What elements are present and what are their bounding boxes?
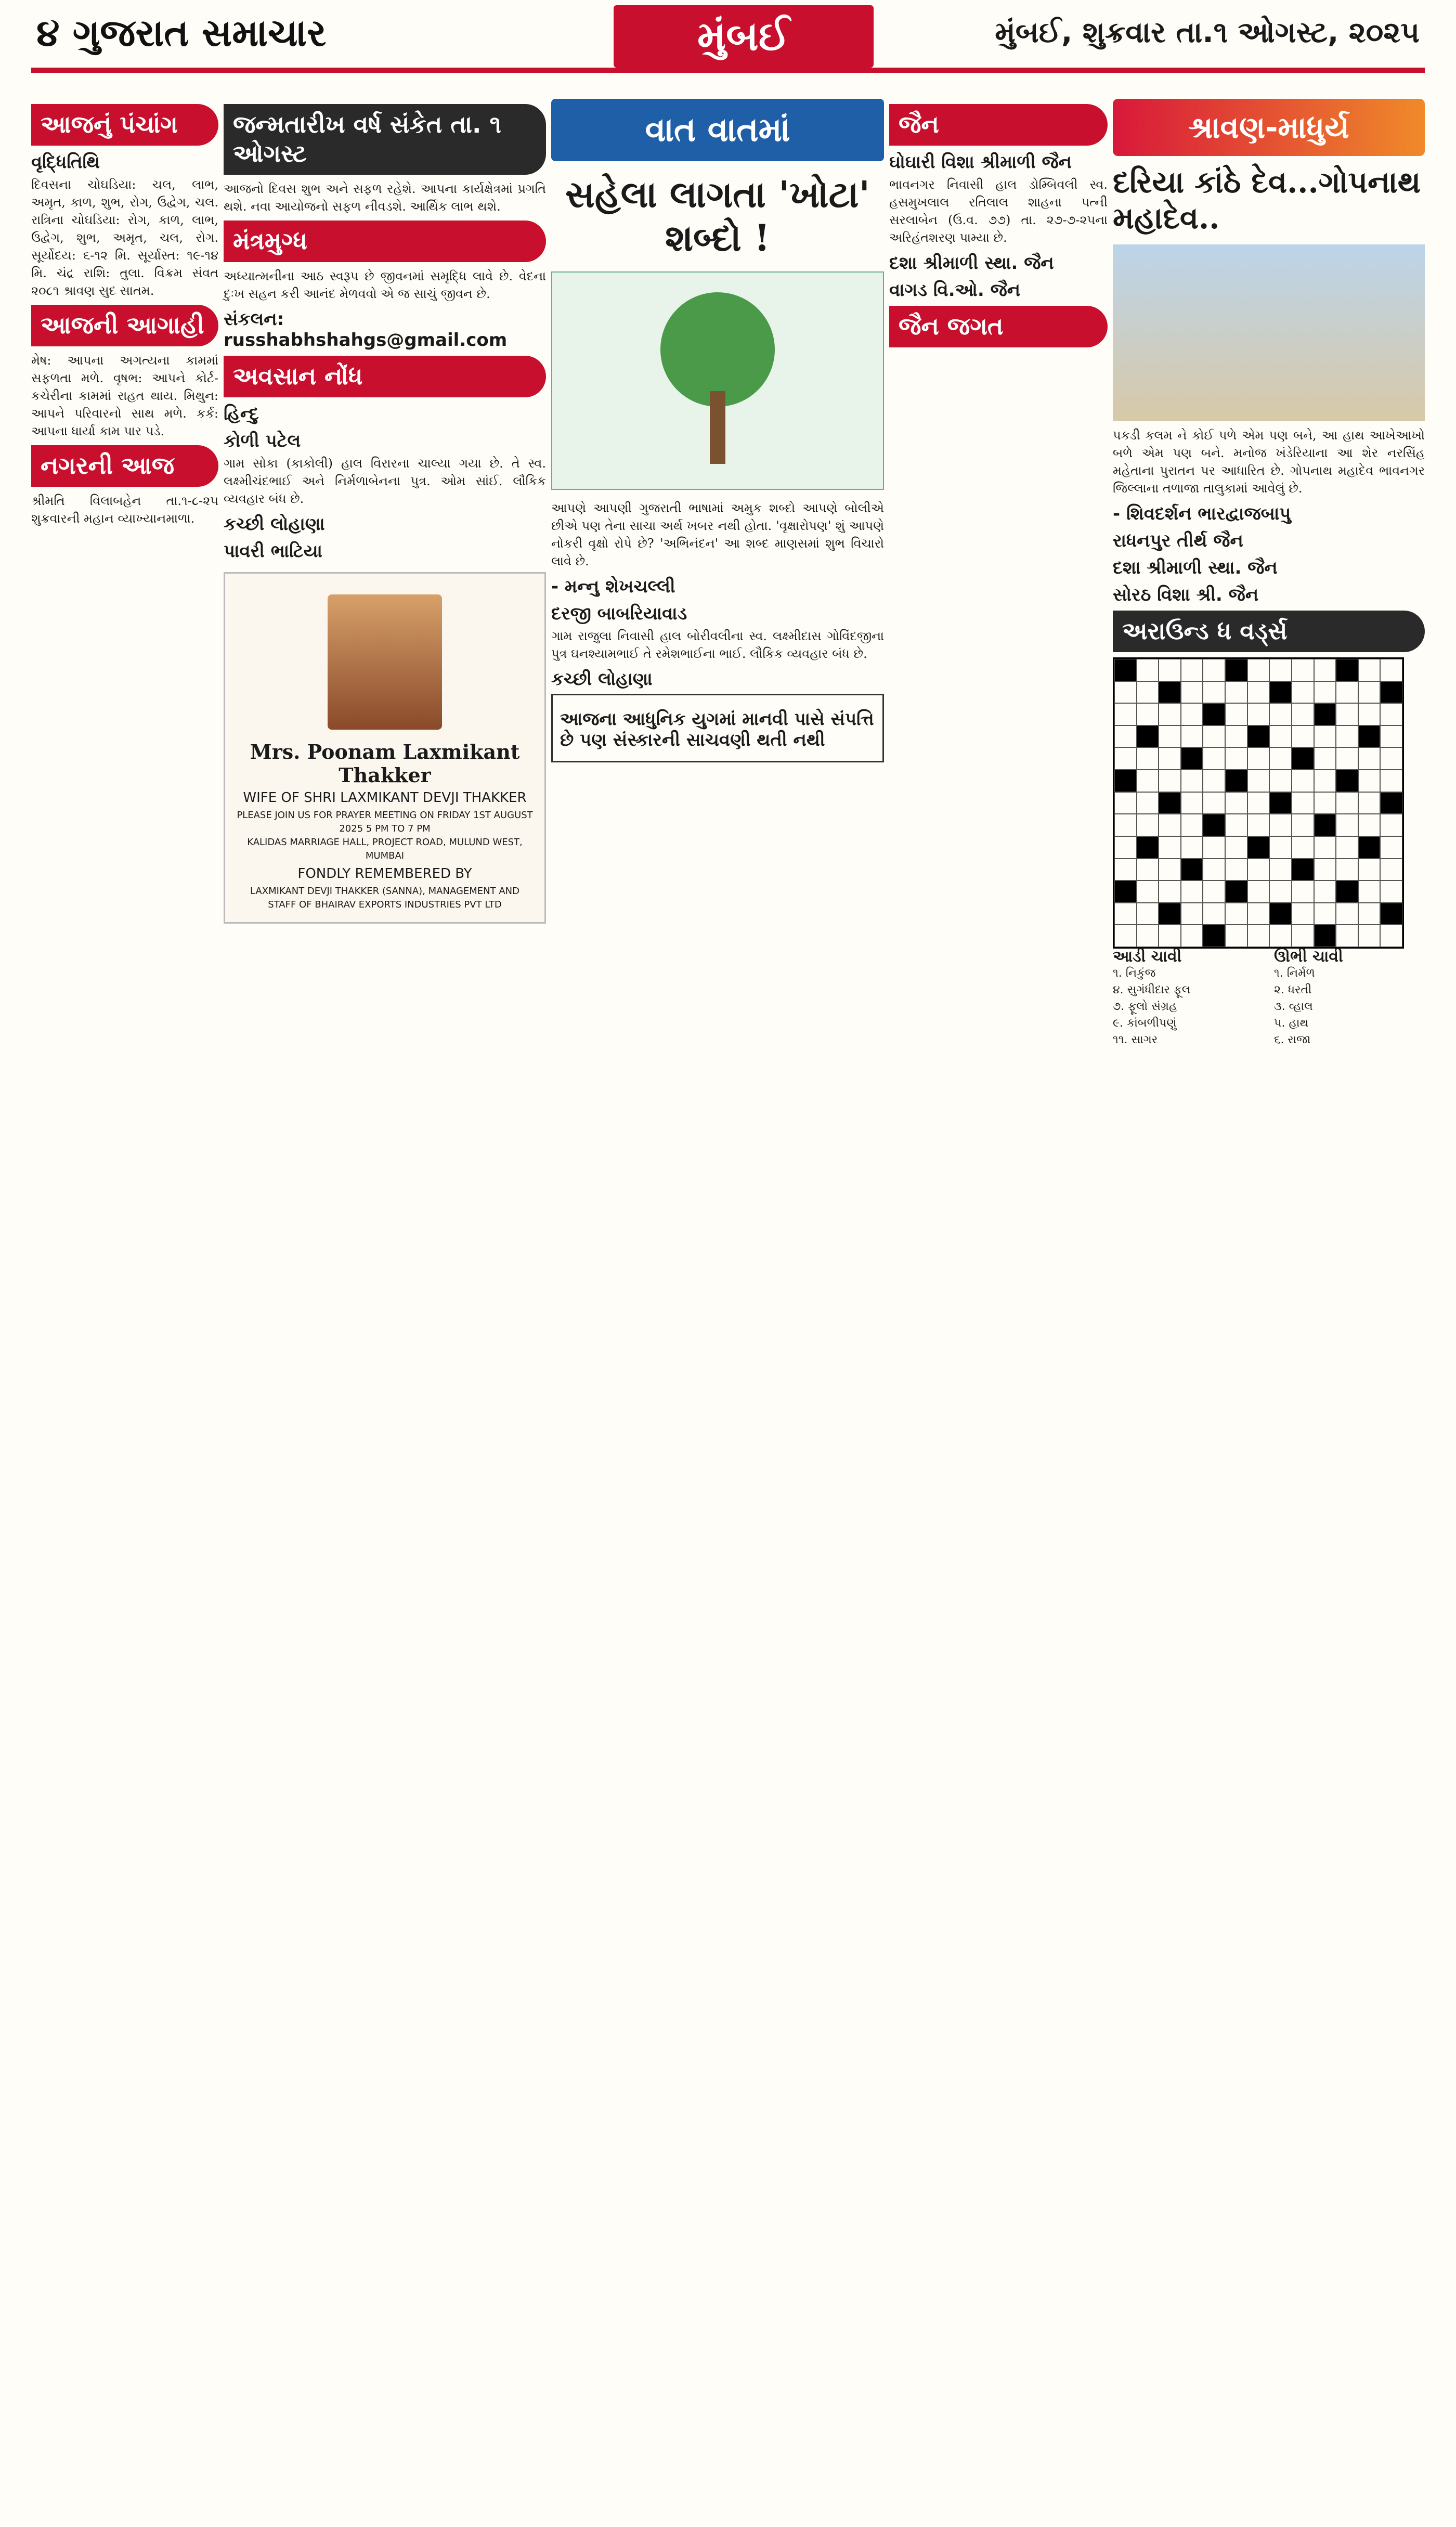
crossword-cell	[1336, 747, 1358, 770]
obituary-box	[224, 572, 546, 924]
crossword-cell	[1380, 681, 1402, 704]
crossword-heading: અરાઉન્ડ ધ વર્ડ્સ	[1113, 611, 1425, 652]
crossword-cell	[1114, 681, 1137, 704]
crossword-cell	[1269, 814, 1292, 836]
crossword-cell	[1380, 703, 1402, 725]
darbar-kutchi: કચ્છી લોહાણા	[551, 669, 653, 690]
crossword-cell	[1358, 747, 1381, 770]
crossword-cell	[1225, 659, 1247, 681]
crossword-cell	[1380, 836, 1402, 859]
shravan-story-title: દરિયા કાંઠે દેવ...ગોપનાથ મહાદેવ..	[1113, 164, 1421, 236]
crossword-cell	[1380, 925, 1402, 947]
across-clue: ૯. કાંબળીપણું	[1113, 1017, 1177, 1030]
crossword-cell	[1225, 814, 1247, 836]
crossword-cell	[1114, 925, 1137, 947]
crossword-cell	[1336, 659, 1358, 681]
crossword-cell	[1247, 792, 1270, 814]
temple-image	[1113, 244, 1425, 421]
crossword-cell	[1269, 725, 1292, 748]
crossword-cell	[1336, 725, 1358, 748]
crossword-cell	[1159, 681, 1181, 704]
crossword-cell	[1203, 859, 1225, 881]
illustration-tree	[551, 271, 884, 490]
crossword-cell	[1114, 903, 1137, 925]
crossword-cell	[1114, 814, 1137, 836]
crossword-cell	[1203, 792, 1225, 814]
crossword-cell	[1247, 814, 1270, 836]
crossword-cell	[1114, 792, 1137, 814]
crossword-cell	[1114, 836, 1137, 859]
crossword-cell	[1203, 747, 1225, 770]
crossword-cell	[1358, 792, 1381, 814]
crossword-cell	[1137, 880, 1159, 903]
across-clue: ૭. ફૂલો સંગ્રહ	[1113, 1000, 1177, 1013]
crossword-cell	[1336, 681, 1358, 704]
crossword-cell	[1380, 814, 1402, 836]
avsan-hindu: હિન્દુ	[224, 404, 259, 424]
crossword-cell	[1314, 747, 1336, 770]
crossword-cell	[1225, 747, 1247, 770]
crossword-cell	[1247, 659, 1270, 681]
crossword-cell	[1292, 770, 1314, 792]
jain-sub3: વાગડ વિ.ઓ. જૈન	[889, 280, 1021, 301]
obituary-family: LAXMIKANT DEVJI THAKKER (SANNA), MANAGEMENT AND STAFF OF BHAIRAV EXPORTS INDUSTRIES PVT LTD	[250, 886, 519, 910]
crossword-cell	[1137, 903, 1159, 925]
crossword-cell	[1358, 836, 1381, 859]
crossword-cell	[1114, 703, 1137, 725]
crossword-cell	[1247, 880, 1270, 903]
crossword-cell	[1181, 659, 1203, 681]
crossword-cell	[1159, 747, 1181, 770]
paper-name: ૪ ગુજરાત સમાચાર	[36, 10, 327, 55]
crossword-cell	[1380, 880, 1402, 903]
panchang-text: દિવસના ચોઘડિયા: ચલ, લાભ, અમૃત, કાળ, શુભ, રોગ, ઉદ્વેગ, ચલ. રાત્રિના ચોઘડિયા: રોગ, કાળ, લાભ, ઉદ્વેગ, શુભ, અમૃત, ચલ, રોગ. સૂર્યોદય: ૬-૧૨ મિ. સૂર્યાસ્ત: ૧૯-૧૪ મિ. ચંદ્ર રાશિ: તુલા. વિક્રમ સંવત ૨૦૮૧ શ્રાવણ સુદ સાતમ.	[31, 177, 218, 298]
crossword-cell	[1225, 925, 1247, 947]
radhanpur-heading-2: દશા શ્રીમાળી સ્થા. જૈન	[1113, 558, 1278, 578]
obituary-photo	[328, 594, 442, 730]
crossword-cell	[1137, 792, 1159, 814]
crossword-cell	[1159, 703, 1181, 725]
main-story-title: સહેલા લાગતા 'ખોટા' શબ્દો !	[565, 173, 870, 260]
crossword-cell	[1247, 859, 1270, 881]
crossword-cell	[1203, 681, 1225, 704]
crossword-cell	[1114, 880, 1137, 903]
crossword-cell	[1336, 703, 1358, 725]
crossword-cell	[1314, 903, 1336, 925]
main-story-text: આપણે આપણી ગુજરાતી ભાષામાં અમુક શબ્દો આપણે બોલીએ છીએ પણ તેના સાચા અર્થ ખબર નથી હોતા. 'વૃક્ષારોપણ' શું આપણે નોકરી વૃક્ષો રોપે છે? 'અભિનંદન' આ શબ્દ માણસમાં શુભ વિચારો લાવે છે.	[551, 501, 884, 568]
down-heading: ઊભી ચાવી	[1274, 948, 1343, 966]
crossword-cell	[1314, 703, 1336, 725]
crossword-cell	[1358, 925, 1381, 947]
crossword-cell	[1380, 770, 1402, 792]
crossword-cell	[1181, 770, 1203, 792]
crossword-cell	[1358, 859, 1381, 881]
avsan-koli: કોળી પટેલ	[224, 431, 301, 451]
jain-jagat-heading: જૈન જગત	[889, 306, 1108, 347]
crossword-cell	[1225, 880, 1247, 903]
down-clue: ૬. રાજા	[1274, 1033, 1311, 1046]
crossword-cell	[1314, 681, 1336, 704]
shravan-text: પકડી કલમ ને કોઈ પળે એમ પણ બને, આ હાથ આખેઆખો બળે એમ પણ બને. મનોજ ખંડેરિયાના આ શેર નરસિંહ મહેતાના પુરાતન પર આધારિત છે. ગોપનાથ મહાદેવ ભાવનગર જિલ્લાના તળાજા તાલુકામાં આવેલું છે.	[1113, 428, 1425, 496]
crossword-cell	[1114, 747, 1137, 770]
crossword-cell	[1159, 903, 1181, 925]
crossword-cell	[1314, 814, 1336, 836]
crossword-cell	[1225, 903, 1247, 925]
crossword-grid	[1113, 657, 1404, 949]
crossword-cell	[1314, 880, 1336, 903]
column-1	[31, 99, 218, 527]
nagarni-heading: નગરની આજ	[31, 445, 218, 487]
masthead	[0, 0, 1456, 99]
masthead-rule	[31, 68, 1425, 73]
panchang-heading: આજનું પંચાંગ	[31, 104, 218, 146]
crossword-cell	[1247, 725, 1270, 748]
crossword-cell	[1292, 859, 1314, 881]
crossword-cell	[1336, 792, 1358, 814]
crossword-cell	[1292, 703, 1314, 725]
obituary-name: Mrs. Poonam Laxmikant Thakker	[250, 740, 520, 787]
crossword-cell	[1159, 814, 1181, 836]
crossword-cell	[1380, 792, 1402, 814]
crossword-cell	[1203, 836, 1225, 859]
darbar-heading: દરજી બાબરિયાવાડ	[551, 603, 687, 624]
crossword-cell	[1181, 703, 1203, 725]
crossword-cell	[1203, 880, 1225, 903]
crossword-cell	[1358, 681, 1381, 704]
crossword-cell	[1314, 725, 1336, 748]
crossword-cell	[1137, 925, 1159, 947]
obituary-remembered: FONDLY REMEMBERED BY	[297, 866, 472, 882]
crossword-clues	[1113, 949, 1425, 1048]
jain-text: ભાવનગર નિવાસી હાલ ડોમ્બિવલી સ્વ. હસમુખલાલ રતિલાલ શાહના પત્ની સરલાબેન (ઉ.વ. ૭૭) તા. ૨૭-૭-૨૫ના અરિહંતશરણ પામ્યા છે.	[889, 177, 1108, 245]
crossword-cell	[1292, 725, 1314, 748]
crossword-cell	[1137, 747, 1159, 770]
crossword-cell	[1203, 703, 1225, 725]
janmadin-heading: જન્મતારીખ વર્ષ સંકેત તા. ૧ ઓગસ્ટ	[224, 104, 546, 175]
crossword-cell	[1358, 814, 1381, 836]
crossword-cell	[1137, 836, 1159, 859]
crossword-cell	[1380, 859, 1402, 881]
crossword-cell	[1292, 880, 1314, 903]
crossword-cell	[1358, 703, 1381, 725]
across-clue: ૧૧. સાગર	[1113, 1033, 1158, 1046]
janmadin-date: તા. ૧ ઓગસ્ટ	[233, 110, 502, 167]
crossword-cell	[1358, 659, 1381, 681]
crossword-cell	[1159, 792, 1181, 814]
crossword-cell	[1225, 836, 1247, 859]
crossword-cell	[1225, 770, 1247, 792]
crossword-cell	[1181, 814, 1203, 836]
crossword-cell	[1159, 925, 1181, 947]
crossword-cell	[1203, 925, 1225, 947]
crossword-cell	[1380, 659, 1402, 681]
crossword-cell	[1336, 903, 1358, 925]
crossword-cell	[1114, 659, 1137, 681]
column-2	[224, 99, 546, 924]
crossword-cell	[1358, 903, 1381, 925]
obituary-wife: WIFE OF SHRI LAXMIKANT DEVJI THAKKER	[243, 790, 527, 806]
crossword-cell	[1292, 792, 1314, 814]
column-3	[551, 99, 884, 767]
crossword-cell	[1269, 792, 1292, 814]
crossword-cell	[1137, 770, 1159, 792]
crossword-cell	[1114, 859, 1137, 881]
crossword-cell	[1336, 925, 1358, 947]
down-clue: ૩. વ્હાલ	[1274, 1000, 1313, 1013]
column-4	[889, 99, 1108, 353]
rashi-text: મેષ: આપના અગત્યના કામમાં સફળતા મળે. વૃષભ: આપને કોર્ટ-કચેરીના કામમાં રાહત થાય. મિથુન: આપને પરિવારનો સાથ મળે. કર્ક: આપના ધાર્યા કામ પાર પડે.	[31, 353, 218, 438]
crossword-cell	[1159, 880, 1181, 903]
crossword-cell	[1292, 659, 1314, 681]
crossword-cell	[1225, 681, 1247, 704]
main-story-banner: વાત વાતમાં	[551, 99, 884, 161]
crossword-cell	[1159, 725, 1181, 748]
crossword-cell	[1159, 770, 1181, 792]
nagarni-text: શ્રીમતિ વિલાબહેન તા.૧-૮-૨૫ શુક્રવારની મહાન વ્યાખ્યાનમાળા.	[31, 494, 218, 526]
crossword-cell	[1380, 725, 1402, 748]
crossword-cell	[1203, 770, 1225, 792]
crossword-cell	[1181, 880, 1203, 903]
mantra-text: અધ્યાત્મનીના આઠ સ્વરૂપ છે જીવનમાં સમૃદ્ધિ લાવે છે. વેદના દુઃખ સહન કરી આનંદ મેળવવો એ જ સાચું જીવન છે.	[224, 269, 546, 301]
avsan-heading: અવસાન નોંધ	[224, 356, 546, 397]
crossword-cell	[1181, 681, 1203, 704]
crossword-cell	[1247, 681, 1270, 704]
down-clue: ૨. ધરતી	[1274, 983, 1312, 996]
crossword-cell	[1269, 681, 1292, 704]
across-clue: ૧. નિકુંજ	[1113, 967, 1156, 980]
crossword-cell	[1269, 659, 1292, 681]
crossword-cell	[1292, 836, 1314, 859]
date-line: મુંબઈ, શુક્રવાર તા.૧ ઓગસ્ટ, ૨૦૨૫	[995, 16, 1420, 49]
crossword-cell	[1336, 880, 1358, 903]
across-clues	[1113, 949, 1264, 1048]
crossword-cell	[1336, 859, 1358, 881]
crossword-cell	[1181, 859, 1203, 881]
main-story-author: - મન્નુ શેખચલ્લી	[551, 576, 675, 597]
crossword-cell	[1137, 725, 1159, 748]
crossword-cell	[1269, 703, 1292, 725]
obituary-venue: KALIDAS MARRIAGE HALL, PROJECT ROAD, MULUND WEST, MUMBAI	[247, 837, 523, 861]
crossword-cell	[1292, 925, 1314, 947]
crossword-cell	[1380, 747, 1402, 770]
crossword-cell	[1292, 681, 1314, 704]
crossword-cell	[1358, 725, 1381, 748]
crossword-cell	[1269, 903, 1292, 925]
crossword-cell	[1336, 836, 1358, 859]
crossword-cell	[1203, 903, 1225, 925]
crossword-cell	[1292, 747, 1314, 770]
crossword-cell	[1314, 859, 1336, 881]
shravan-heading: શ્રાવણ-માધુર્ય	[1113, 99, 1425, 156]
avsan-kutchi: કચ્છી લોહાણા	[224, 514, 325, 535]
crossword-cell	[1225, 703, 1247, 725]
crossword-cell	[1225, 792, 1247, 814]
jain-sub2: દશા શ્રીમાળી સ્થા. જૈન	[889, 253, 1054, 274]
crossword-cell	[1269, 925, 1292, 947]
crossword-cell	[1247, 836, 1270, 859]
crossword-cell	[1137, 659, 1159, 681]
avsan-text: ગામ સોકા (કાકોલી) હાલ વિરારના ચાલ્યા ગયા છે. તે સ્વ. લક્ષ્મીચંદભાઈ અને નિર્મળાબેનના પુત્ર. ઓમ સાંઈ. લૌકિક વ્યવહાર બંધ છે.	[224, 456, 546, 506]
crossword-cell	[1314, 792, 1336, 814]
mantra-email: સંકલન: russhabhshahgs@gmail.com	[224, 309, 508, 351]
janmadin-text: આજનો દિવસ શુભ અને સફળ રહેશે. આપના કાર્યક્ષેત્રમાં પ્રગતિ થશે. નવા આયોજનો સફળ નીવડશે. આર્થિક લાભ થશે.	[224, 182, 546, 214]
crossword-cell	[1225, 859, 1247, 881]
crossword-cell	[1181, 836, 1203, 859]
crossword-cell	[1358, 770, 1381, 792]
crossword-cell	[1247, 770, 1270, 792]
ajanu-title: આજના આધુનિક યુગમાં માનવી પાસે સંપત્તિ છે પણ સંસ્કારની સાચવણી થતી નથી	[560, 709, 874, 750]
radhanpur-heading: રાધનપુર તીર્થ જૈન	[1113, 530, 1243, 551]
crossword-cell	[1181, 725, 1203, 748]
crossword-cell	[1137, 814, 1159, 836]
crossword-cell	[1181, 747, 1203, 770]
crossword-cell	[1336, 770, 1358, 792]
crossword-cell	[1159, 836, 1181, 859]
crossword-cell	[1358, 880, 1381, 903]
crossword-cell	[1314, 925, 1336, 947]
column-5	[1113, 99, 1425, 1048]
crossword-cell	[1247, 925, 1270, 947]
across-heading: આડી ચાવી	[1113, 948, 1182, 966]
crossword-cell	[1114, 725, 1137, 748]
tree-icon	[640, 287, 796, 474]
avsan-pavri: પાવરી ભાટિયા	[224, 541, 322, 562]
crossword-cell	[1314, 836, 1336, 859]
crossword-cell	[1269, 880, 1292, 903]
crossword-cell	[1181, 903, 1203, 925]
crossword-cell	[1269, 859, 1292, 881]
darbar-text: ગામ રાજુલા નિવાસી હાલ બોરીવલીના સ્વ. લક્ષ્મીદાસ ગોવિંદજીના પુત્ર ઘનશ્યામભાઈ તે રમેશભાઈના ભાઈ. લૌકિક વ્યવહાર બંધ છે.	[551, 629, 884, 661]
crossword-cell	[1137, 681, 1159, 704]
crossword-cell	[1159, 859, 1181, 881]
down-clues	[1274, 949, 1425, 1048]
crossword-cell	[1181, 792, 1203, 814]
crossword-cell	[1203, 659, 1225, 681]
rashi-heading: આજની આગાહી	[31, 305, 218, 346]
crossword-cell	[1203, 725, 1225, 748]
crossword-cell	[1247, 703, 1270, 725]
crossword-cell	[1292, 814, 1314, 836]
crossword-cell	[1380, 903, 1402, 925]
radhanpur-heading-3: સોરઠ વિશા શ્રી. જૈન	[1113, 585, 1259, 605]
crossword-cell	[1181, 925, 1203, 947]
crossword-cell	[1314, 770, 1336, 792]
mantra-heading: મંત્રમુગ્ધ	[224, 221, 546, 262]
crossword-cell	[1292, 903, 1314, 925]
crossword-cell	[1137, 703, 1159, 725]
ajanu-box	[551, 694, 884, 762]
down-clue: ૧. નિર્મળ	[1274, 967, 1315, 980]
crossword-cell	[1225, 725, 1247, 748]
crossword-cell	[1314, 659, 1336, 681]
crossword-cell	[1159, 659, 1181, 681]
crossword-cell	[1269, 836, 1292, 859]
across-clue: ૪. સુગંધીદાર ફૂલ	[1113, 983, 1191, 996]
jain-sub1: ઘોઘારી વિશા શ્રીમાળી જૈન	[889, 152, 1072, 173]
crossword-cell	[1247, 747, 1270, 770]
crossword-cell	[1336, 814, 1358, 836]
crossword-cell	[1269, 770, 1292, 792]
crossword-cell	[1203, 814, 1225, 836]
crossword-cell	[1114, 770, 1137, 792]
crossword-cell	[1137, 859, 1159, 881]
crossword-cell	[1269, 747, 1292, 770]
crossword-cell	[1247, 903, 1270, 925]
city-banner: મુંબઈ	[614, 5, 874, 68]
panchang-sub: વૃદ્ધિતિથિ	[31, 152, 100, 173]
shravan-author: - શિવદર્શન ભારદ્વાજબાપુ	[1113, 503, 1291, 524]
obituary-join: PLEASE JOIN US FOR PRAYER MEETING ON FRIDAY 1ST AUGUST 2025 5 PM TO 7 PM	[237, 810, 533, 834]
jain-heading: જૈન	[889, 104, 1108, 146]
down-clue: ૫. હાથ	[1274, 1017, 1309, 1030]
